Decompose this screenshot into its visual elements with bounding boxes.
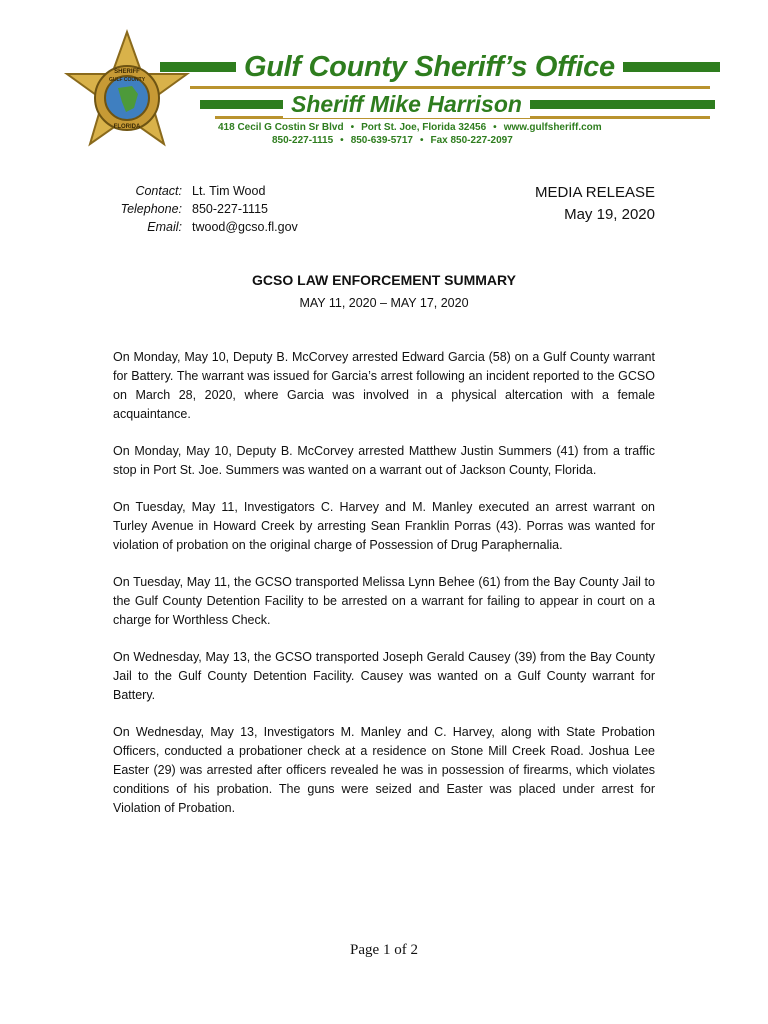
office-phones-line: 850-227-1115 • 850-639-5717 • Fax 850-227-2097 (272, 135, 513, 146)
media-release-block (535, 182, 655, 226)
letterhead-gold-line-top (190, 86, 710, 89)
telephone-value: 850-227-1115 (192, 202, 268, 216)
office-name: Gulf County Sheriff’s Office (236, 50, 623, 84)
city-state-zip: Port St. Joe, Florida 32456 (361, 122, 487, 133)
release-type: MEDIA RELEASE (534, 184, 655, 201)
release-date: May 19, 2020 (564, 206, 655, 223)
email-value[interactable]: twood@gcso.fl.gov (192, 220, 298, 234)
paragraph: On Monday, May 10, Deputy B. McCorvey arrested Edward Garcia (58) on a Gulf County warrant for Battery. The warrant was issued for Garcia’s arrest following an incident reported to the GCSO on March 28, 2020, where Garcia was involved in a physical altercation with a female acquaintance. (113, 350, 655, 421)
website-link[interactable]: www.gulfsheriff.com (503, 122, 602, 133)
paragraph: On Wednesday, May 13, the GCSO transported Joseph Gerald Causey (39) from the Bay County Jail to the Gulf County Detention Facility. Causey was wanted on a Gulf County warrant for Battery. (113, 650, 655, 702)
contact-label: Contact: (135, 184, 182, 198)
badge-text-state: FLORIDA (113, 124, 141, 130)
sheriff-name: Sheriff Mike Harrison (283, 90, 530, 118)
summary-body (113, 348, 655, 836)
fax-number: Fax 850-227-2097 (430, 135, 513, 146)
paragraph: On Tuesday, May 11, Investigators C. Harvey and M. Manley executed an arrest warrant on Turley Avenue in Howard Creek by arresting Sean Franklin Porras (43). Porras was wanted for violation of probation on the original charge of Possession of Drug Paraphernalia. (113, 500, 655, 552)
email-label: Email: (147, 220, 182, 234)
page-number: Page 1 of 2 (350, 942, 418, 958)
phone-secondary: 850-639-5717 (350, 135, 413, 146)
badge-text-top: SHERIFF (114, 69, 140, 75)
paragraph: On Tuesday, May 11, the GCSO transported Melissa Lynn Behee (61) from the Bay County Jail to the Gulf County Detention Facility to be arrested on a warrant for failing to appear in court on a charge for Worthless Check. (113, 575, 655, 627)
contact-value: Lt. Tim Wood (192, 184, 266, 198)
badge-text-county: GULF COUNTY (108, 77, 146, 83)
street-address: 418 Cecil G Costin Sr Blvd (218, 122, 344, 133)
sheriff-star-badge-icon (60, 28, 194, 158)
contact-block (100, 182, 298, 236)
telephone-label: Telephone: (120, 202, 182, 216)
paragraph: On Monday, May 10, Deputy B. McCorvey arrested Matthew Justin Summers (41) from a traffic stop in Port St. Joe. Summers was wanted on a warrant out of Jackson County, Florida. (113, 444, 655, 477)
summary-date-range: MAY 11, 2020 – MAY 17, 2020 (299, 296, 469, 310)
summary-title: GCSO LAW ENFORCEMENT SUMMARY (252, 272, 516, 288)
office-address-line: 418 Cecil G Costin Sr Blvd • Port St. Joe, Florida 32456 • www.gulfsheriff.com (218, 122, 602, 133)
phone-primary: 850-227-1115 (272, 135, 334, 146)
paragraph: On Wednesday, May 13, Investigators M. Manley and C. Harvey, along with State Probation Officers, conducted a probationer check at a residence on Stone Mill Creek Road. Joshua Lee Easter (29) was arrested after officers revealed he was in possession of firearms, which violates conditions of his probation. The guns were seized and Easter was placed under arrest for Violation of Probation. (113, 725, 655, 815)
